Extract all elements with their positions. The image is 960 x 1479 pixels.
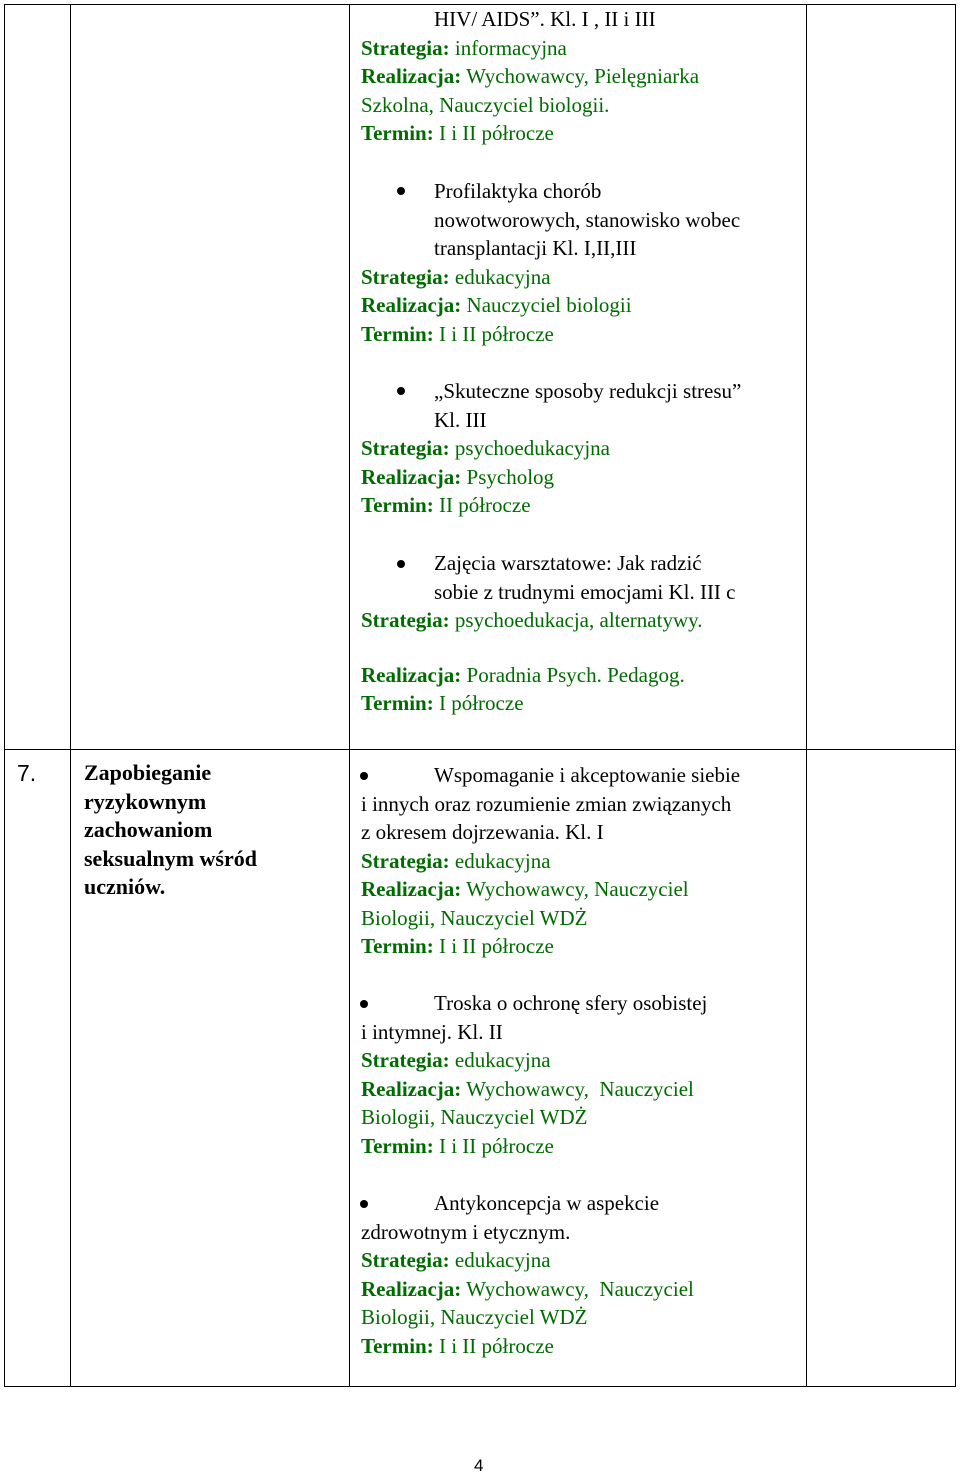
table-border-left	[4, 4, 5, 1387]
strategia-line: Strategia: edukacyjna	[361, 848, 551, 873]
item-title-line: z okresem dojrzewania. Kl. I	[361, 820, 604, 844]
row7-item-dojrzewanie	[361, 761, 740, 961]
table-border-bottom	[4, 1386, 956, 1387]
item-title-line: Antykoncepcja w aspekcie	[434, 1191, 660, 1215]
table-border-col3	[806, 4, 807, 1387]
row-topic	[84, 759, 257, 902]
termin-line: Termin: I półrocze	[361, 691, 524, 715]
item-title-line: Wspomaganie i akceptowanie siebie	[434, 763, 741, 787]
termin-line: Termin: I i II półrocze	[361, 1333, 554, 1358]
strategia-line: Strategia: psychoedukacyjna	[361, 436, 611, 460]
realizacja-line: Realizacja: Psycholog	[361, 464, 555, 489]
item-title-line: „Skuteczne sposoby redukcji stresu”	[434, 379, 742, 403]
table-border-col2	[349, 4, 350, 1387]
top-item-hiv	[361, 5, 699, 148]
topic-line: seksualnym wśród	[84, 845, 257, 871]
strategia-line: Strategia: informacyjna	[361, 35, 567, 60]
item-title-line: nowotworowych, stanowisko wobec	[434, 207, 741, 232]
table-border-right	[955, 4, 956, 1387]
item-title-line: i intymnej. Kl. II	[361, 1019, 503, 1044]
strategia-line: Strategia: edukacyjna	[361, 1048, 551, 1072]
termin-line: Termin: I i II półrocze	[361, 1133, 554, 1158]
top-item-emocje	[361, 549, 736, 718]
item-title-line: Profilaktyka chorób	[434, 179, 602, 203]
topic-line: zachowaniom	[84, 817, 213, 842]
row-separator	[4, 749, 956, 750]
item-title-line: Kl. III	[434, 407, 487, 432]
item-title-line: sobie z trudnymi emocjami Kl. III c	[434, 579, 736, 604]
row7-item-antykoncepcja	[361, 1189, 694, 1360]
termin-line: Termin: I i II półrocze	[361, 321, 554, 346]
realizacja-line-2: Biologii, Nauczyciel WDŻ	[361, 1105, 588, 1129]
realizacja-line-2: Biologii, Nauczyciel WDŻ	[361, 1305, 588, 1329]
realizacja-line-2: Szkolna, Nauczyciel biologii.	[361, 92, 610, 117]
strategia-line: Strategia: edukacyjna	[361, 1248, 551, 1272]
realizacja-line: Realizacja: Wychowawcy, Nauczyciel	[361, 1276, 694, 1301]
item-title-line: Zajęcia warsztatowe: Jak radzić	[434, 551, 702, 575]
top-item-stres	[361, 377, 741, 520]
termin-line: Termin: I i II półrocze	[361, 121, 554, 145]
item-title-line: HIV/ AIDS”. Kl. I , II i III	[434, 7, 656, 31]
strategia-line: Strategia: psychoedukacja, alternatywy.	[361, 608, 703, 632]
topic-line: ryzykownym	[84, 788, 207, 814]
topic-line: uczniów.	[84, 874, 166, 899]
page-number: 4	[474, 1456, 484, 1475]
top-item-nowotwory	[361, 177, 740, 348]
row7-item-intymnosc	[361, 989, 707, 1160]
realizacja-line: Realizacja: Wychowawcy, Pielęgniarka	[361, 64, 700, 88]
table-border-col1	[70, 4, 71, 1387]
realizacja-line: Realizacja: Poradnia Psych. Pedagog.	[361, 662, 685, 687]
realizacja-line-2: Biologii, Nauczyciel WDŻ	[361, 905, 588, 930]
realizacja-line: Realizacja: Wychowawcy, Nauczyciel	[361, 1076, 694, 1101]
strategia-line: Strategia: edukacyjna	[361, 264, 551, 289]
realizacja-line: Realizacja: Nauczyciel biologii	[361, 293, 632, 317]
item-title-line: transplantacji Kl. I,II,III	[434, 236, 637, 260]
item-title-line: Troska o ochronę sfery osobistej	[434, 991, 708, 1015]
row-number: 7.	[17, 760, 37, 786]
item-title-line: i innych oraz rozumienie zmian związanych	[361, 791, 732, 816]
termin-line: Termin: II półrocze	[361, 493, 531, 517]
topic-line: Zapobieganie	[84, 760, 212, 785]
item-title-line: zdrowotnym i etycznym.	[361, 1219, 571, 1244]
termin-line: Termin: I i II półrocze	[361, 934, 554, 958]
realizacja-line: Realizacja: Wychowawcy, Nauczyciel	[361, 877, 689, 901]
